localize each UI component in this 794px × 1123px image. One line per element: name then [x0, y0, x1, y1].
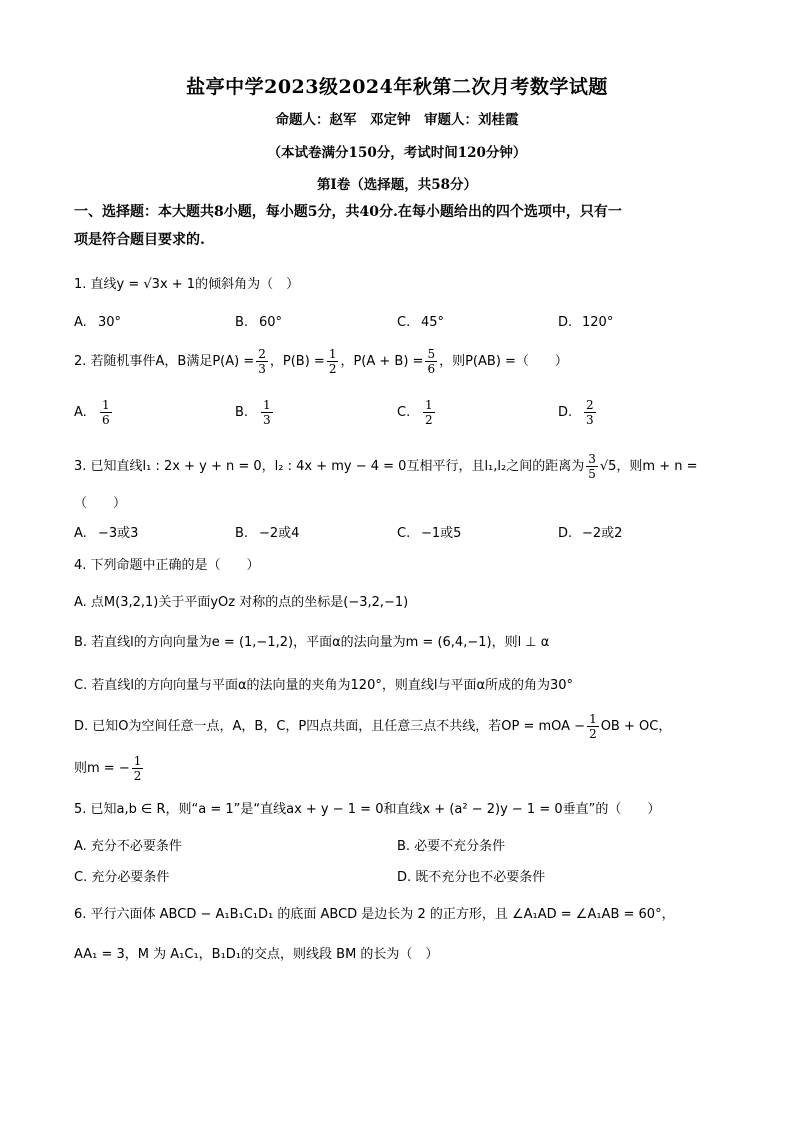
q3-fraction	[586, 452, 598, 481]
question-4-stem: 4. 下列命题中正确的是（ ）	[74, 558, 260, 573]
option-fraction	[100, 398, 112, 427]
page-title: 盐亭中学2023级2024年秋第二次月考数学试题	[186, 76, 608, 98]
q1-option-d	[558, 314, 613, 332]
option-text: 60°	[259, 315, 283, 330]
exam-note: （本试卷满分150分，考试时间120分钟）	[267, 145, 527, 161]
section-line-2: 项是符合题目要求的.	[74, 232, 205, 248]
q1-option-c	[397, 314, 444, 332]
option-label: B.	[235, 405, 249, 420]
q4d-part: D. 已知O为空间任意一点，A，B，C，P四点共面，且任意三点不共线，若OP = mOA −	[74, 719, 586, 734]
option-label: C.	[397, 405, 411, 420]
section-line-1: 一、选择题：本大题共8小题，每小题5分，共40分.在每小题给出的四个选项中，只有一	[74, 204, 622, 220]
q1-option-b	[235, 314, 282, 332]
question-2-stem	[74, 347, 734, 376]
denominator: 2	[425, 413, 433, 427]
denominator: 2	[589, 727, 597, 741]
question-1-stem: 1. 直线y = √3x + 1的倾斜角为（ ）	[74, 277, 300, 292]
numerator: 1	[102, 398, 110, 412]
q2-fraction-3	[425, 347, 437, 376]
option-label: D.	[558, 526, 573, 541]
option-fraction	[423, 398, 435, 427]
q4d-fraction	[587, 712, 599, 741]
option-label: B.	[235, 315, 249, 330]
q2-fraction-2	[327, 347, 339, 376]
option-label: A.	[74, 315, 87, 330]
q4d-fraction-2	[132, 754, 144, 783]
option-text: −2或4	[259, 526, 300, 541]
question-5-stem: 5. 已知a,b ∈ R，则“a = 1”是“直线ax + y − 1 = 0和直线x + (a² − 2)y − 1 = 0垂直”的（ ）	[74, 802, 661, 817]
q3-option-c	[397, 525, 461, 543]
option-text: −2或2	[582, 526, 623, 541]
q3-stem-part: √5，则m + n =	[599, 459, 698, 474]
option-text: −1或5	[421, 526, 462, 541]
denominator: 6	[427, 362, 436, 376]
option-text: 45°	[421, 315, 445, 330]
section-instructions	[74, 198, 724, 254]
option-label: A.	[74, 526, 87, 541]
option-label: D.	[558, 315, 573, 330]
q4-option-a: A. 点M(3,2,1)关于平面yOz 对称的点的坐标是(−3,2,−1)	[74, 595, 409, 610]
q2-stem-part: ，则P(AB) =（ ）	[439, 354, 568, 369]
denominator: 5	[588, 467, 596, 481]
q2-option-b	[235, 398, 275, 427]
q2-fraction-1	[256, 347, 268, 376]
q2-option-a	[74, 398, 114, 427]
numerator: 1	[133, 754, 142, 768]
option-label: B.	[235, 526, 249, 541]
question-3-stem-line2: （ ）	[74, 496, 127, 511]
numerator: 3	[588, 452, 596, 466]
option-label: C.	[397, 526, 411, 541]
q4-option-b: B. 若直线l的方向向量为e = (1,−1,2)，平面α的法向量为m = (6,4,−1)，则l ⊥ α	[74, 635, 550, 650]
denominator: 3	[258, 362, 266, 376]
denominator: 2	[328, 362, 337, 376]
option-fraction	[261, 398, 273, 427]
denominator: 6	[102, 413, 110, 427]
q2-option-d	[558, 398, 598, 427]
q4-option-c: C. 若直线l的方向向量与平面α的法向量的夹角为120°，则直线l与平面α所成的角为30°	[74, 678, 574, 693]
q5-option-d: D. 既不充分也不必要条件	[397, 870, 546, 885]
q3-option-d	[558, 525, 622, 543]
numerator: 1	[263, 398, 271, 412]
denominator: 3	[586, 413, 594, 427]
option-text: 30°	[98, 315, 122, 330]
option-text: −3或3	[98, 526, 139, 541]
q1-option-a	[74, 314, 121, 332]
denominator: 3	[263, 413, 271, 427]
question-3-stem	[74, 452, 734, 481]
q4-option-d-line2	[74, 754, 734, 783]
q3-option-a	[74, 525, 138, 543]
question-6-line-1: 6. 平行六面体 ABCD − A₁B₁C₁D₁ 的底面 ABCD 是边长为 2 的正方形，且 ∠A₁AD = ∠A₁AB = 60°，	[74, 907, 675, 922]
numerator: 1	[589, 712, 597, 726]
numerator: 1	[425, 398, 433, 412]
q3-option-b	[235, 525, 299, 543]
q4-option-d	[74, 712, 734, 741]
numerator: 1	[328, 347, 337, 361]
option-label: A.	[74, 405, 87, 420]
q5-option-c: C. 充分必要条件	[74, 870, 170, 885]
q2-stem-part: 2. 若随机事件A，B满足P(A) =	[74, 354, 255, 369]
question-6-line-2: AA₁ = 3，M 为 A₁C₁，B₁D₁的交点，则线段 BM 的长为（ ）	[74, 947, 439, 962]
q2-stem-part: ，P(A + B) =	[340, 354, 424, 369]
q4d-part: OB + OC，	[600, 719, 672, 734]
denominator: 2	[133, 769, 142, 783]
option-label: D.	[558, 405, 573, 420]
q5-option-a: A. 充分不必要条件	[74, 839, 182, 854]
option-text: 120°	[582, 315, 614, 330]
option-label: C.	[397, 315, 411, 330]
authors-line: 命题人：赵军 邓定钟 审题人：刘桂霞	[275, 112, 519, 128]
numerator: 2	[258, 347, 266, 361]
option-fraction	[584, 398, 596, 427]
q2-option-c	[397, 398, 437, 427]
part-heading: 第I卷（选择题，共58分）	[316, 177, 478, 193]
q3-stem-part: 3. 已知直线l₁ : 2x + y + n = 0，l₂ : 4x + my − 4 = 0互相平行，且l₁,l₂之间的距离为	[74, 459, 585, 474]
q5-option-b: B. 必要不充分条件	[397, 839, 506, 854]
numerator: 2	[586, 398, 594, 412]
q4d-part: 则m = −	[74, 761, 130, 776]
q2-stem-part: ，P(B) =	[269, 354, 325, 369]
numerator: 5	[427, 347, 436, 361]
